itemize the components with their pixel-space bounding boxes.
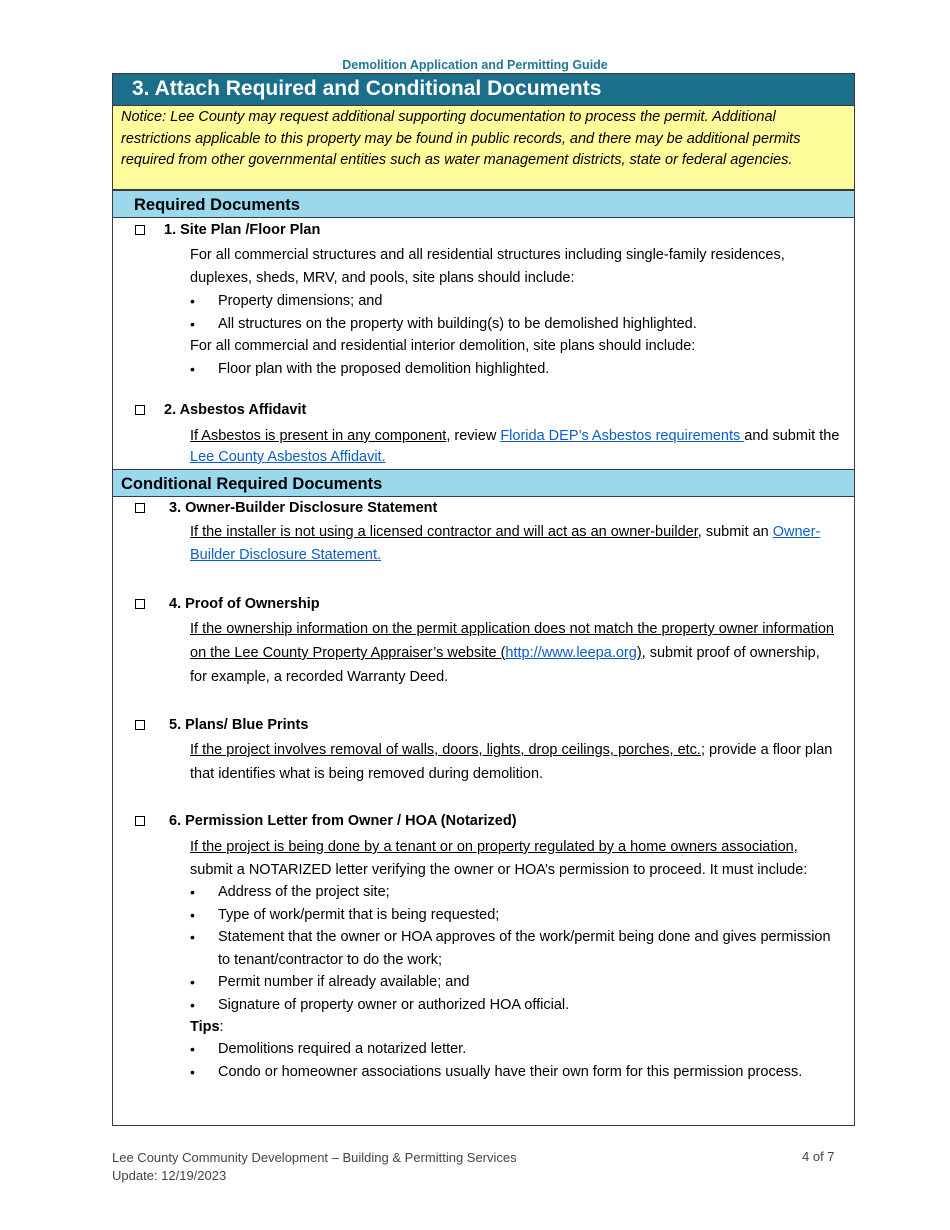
owner-builder-title: 3. Owner-Builder Disclosure Statement [169, 500, 438, 516]
permission-letter-condition: If the project is being done by a tenant or on property regulated by a home owners association, [190, 839, 798, 855]
notice-box: Notice: Lee County may request additional supporting documentation to process the permit. Additional restrictions applicable to this property may be found in public records, and there may be additional permits required from other governmental entities such as water management districts, state or federal agencies. [113, 106, 854, 190]
site-plan-intro2: For all commercial and residential interior demolition, site plans should include: [190, 338, 696, 354]
leepa-link[interactable]: http://www.leepa.org [505, 645, 637, 661]
permission-letter-bullets [190, 881, 840, 1016]
site-plan-title: 1. Site Plan /Floor Plan [164, 222, 321, 238]
plans-body [190, 738, 840, 786]
asbestos-body [190, 426, 840, 468]
tips-line [190, 1016, 840, 1038]
plans-text: provide a floor plan that identifies what is being removed during demolition. [190, 742, 833, 782]
list-item: • Statement that the owner or HOA approves of the work/permit being done and gives permission to tenant/contractor to do the work; [190, 926, 840, 971]
proof-ownership-text: , submit proof of ownership, for example, a recorded Warranty Deed. [190, 645, 820, 685]
running-title: Demolition Application and Permitting Guide [342, 58, 608, 72]
list-item: • Demolitions required a notarized letter. [190, 1038, 840, 1061]
site-plan-bullets [190, 290, 840, 335]
tips-colon: : [219, 1019, 224, 1035]
owner-builder-checkbox[interactable] [135, 503, 145, 513]
list-item: • Permit number if already available; and [190, 971, 840, 994]
florida-dep-link[interactable]: Florida DEP’s Asbestos requirements [500, 428, 745, 444]
site-plan-body [190, 244, 840, 381]
site-plan-intro: For all commercial structures and all residential structures including single-family residences, duplexes, sheds, MRV, and pools, site plans should include: [190, 247, 785, 286]
asbestos-checkbox[interactable] [135, 405, 145, 415]
document-frame [112, 73, 855, 1126]
footer-update: Update: 12/19/2023 [112, 1168, 227, 1183]
list-item: • Signature of property owner or authorized HOA official. [190, 994, 840, 1017]
asbestos-text2: and submit the [744, 428, 840, 444]
page-number: 4 of 7 [802, 1149, 835, 1164]
site-plan-checkbox[interactable] [135, 225, 145, 235]
footer-left [112, 1149, 517, 1185]
owner-builder-text: , submit an [697, 524, 773, 540]
proof-ownership-cond1: If the ownership information on the permit application does not match the property owner information on the Lee County Property Appraiser’s website ( [190, 621, 834, 661]
list-item: • Floor plan with the proposed demolition highlighted. [190, 358, 840, 381]
permission-letter-intro [190, 836, 840, 881]
owner-builder-body [190, 521, 840, 567]
asbestos-affidavit-link[interactable]: Lee County Asbestos Affidavit. [190, 449, 386, 465]
proof-ownership-title: 4. Proof of Ownership [169, 596, 320, 612]
footer-org: Lee County Community Development – Building & Permitting Services [112, 1150, 517, 1165]
list-item: • Property dimensions; and [190, 290, 840, 313]
permission-letter-checkbox[interactable] [135, 816, 145, 826]
owner-builder-condition: If the installer is not using a licensed contractor and will act as an owner-builder [190, 524, 698, 540]
asbestos-condition: If Asbestos is present in any component [190, 428, 447, 444]
proof-ownership-checkbox[interactable] [135, 599, 145, 609]
permission-letter-body [190, 836, 840, 1083]
proof-ownership-body [190, 617, 840, 689]
tips-label: Tips [190, 1019, 220, 1035]
conditional-documents-heading: Conditional Required Documents [113, 469, 854, 497]
required-documents-heading: Required Documents [113, 190, 854, 218]
list-item: • Address of the project site; [190, 881, 840, 904]
plans-condition: If the project involves removal of walls, doors, lights, drop ceilings, porches, etc.; [190, 742, 705, 758]
proof-ownership-cond2: ) [636, 645, 642, 661]
permission-letter-text: submit a NOTARIZED letter verifying the owner or HOA’s permission to proceed. It must include: [190, 861, 808, 878]
asbestos-title: 2. Asbestos Affidavit [164, 402, 307, 418]
owner-builder-link[interactable]: Owner-Builder Disclosure Statement. [190, 524, 821, 563]
permission-letter-title: 6. Permission Letter from Owner / HOA (Notarized) [169, 813, 517, 829]
site-plan-bullets2 [190, 358, 840, 381]
section-title: 3. Attach Required and Conditional Documents [113, 74, 854, 106]
list-item: • Type of work/permit that is being requested; [190, 904, 840, 927]
asbestos-text1: , review [446, 428, 501, 444]
plans-title: 5. Plans/ Blue Prints [169, 717, 309, 733]
tips-bullets [190, 1038, 840, 1083]
plans-checkbox[interactable] [135, 720, 145, 730]
list-item: • Condo or homeowner associations usually have their own form for this permission process. [190, 1061, 840, 1084]
list-item: • All structures on the property with building(s) to be demolished highlighted. [190, 313, 840, 336]
